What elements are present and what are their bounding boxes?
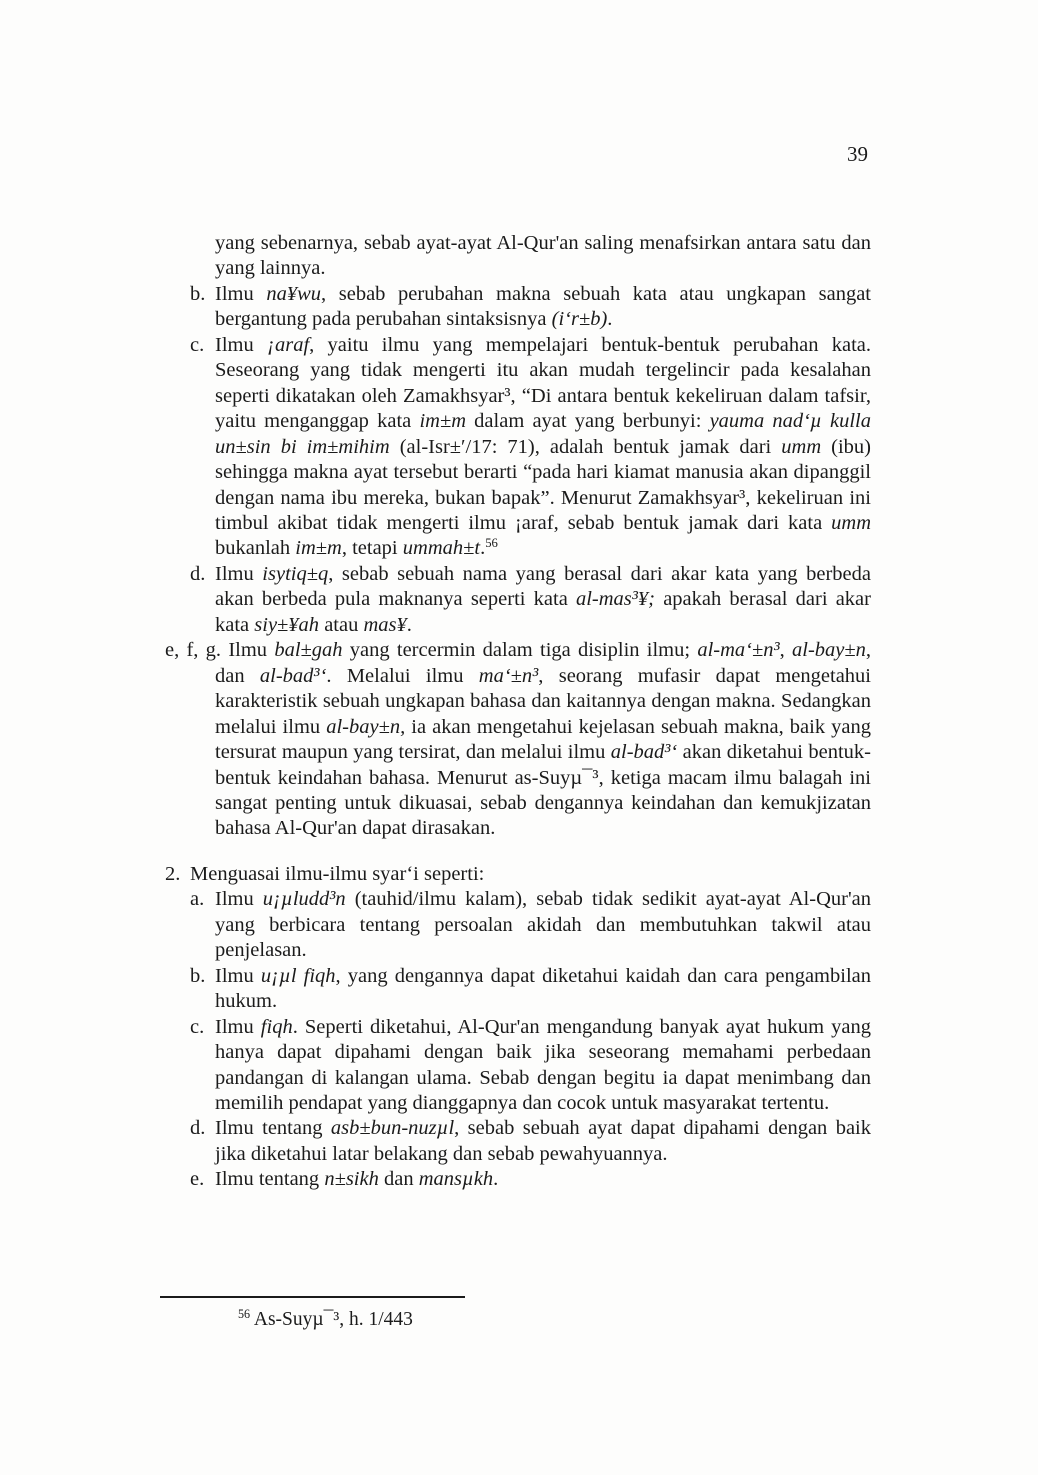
text-segment: u¡µludd³n: [262, 888, 346, 911]
text-segment: fiqh: [260, 1015, 293, 1038]
text-segment: atau: [319, 613, 364, 636]
text-segment: Ilmu: [215, 888, 263, 911]
text-segment: ummah±t: [402, 537, 481, 560]
text-segment: al-bad³‘: [259, 664, 327, 687]
list-marker: d.: [190, 1117, 206, 1140]
text-segment: al-bay±n: [792, 639, 866, 662]
text-segment: al-ma‘±n³: [697, 639, 780, 662]
text-segment: umm: [781, 435, 822, 458]
text-segment: Ilmu: [228, 639, 275, 662]
text-segment: yang sebenarnya, sebab ayat-ayat Al-Qur'an saling menafsirkan antara satu dan yang lainnya.: [215, 232, 871, 280]
text-segment: siy±¥ah: [254, 613, 320, 636]
text-segment: Ilmu: [215, 964, 261, 987]
list-marker: e.: [190, 1168, 205, 1191]
text-segment: apakah berasal dari akar kata: [215, 588, 871, 636]
text-segment: Ilmu: [215, 333, 267, 356]
body-paragraph: [165, 231, 871, 282]
text-segment: ,: [779, 639, 793, 662]
footnote-citation: As-Suyµ¯³, h. 1/443: [250, 1309, 413, 1330]
text-segment: bukanlah: [215, 537, 296, 560]
body-paragraph: [165, 1015, 871, 1117]
text-segment: asb±bun-nuzµl: [330, 1117, 455, 1140]
body-paragraph: [165, 1116, 871, 1167]
text-segment: im±m: [295, 537, 342, 560]
text-segment: yauma nad‘µ kulla un±sin bi im±mihim: [215, 410, 871, 458]
text-segment: .: [493, 1168, 499, 1191]
text-segment: , sebab sebuah nama yang berasal dari akar kata yang berbeda akan berbeda pula maknanya seperti kata: [215, 562, 871, 611]
text-segment: al-bad³‘: [610, 741, 678, 764]
list-marker: c.: [190, 1015, 205, 1038]
text-segment: na¥wu: [266, 282, 322, 305]
text-segment: Ilmu: [215, 282, 267, 305]
section-heading: [165, 862, 871, 887]
text-segment: (al-Isr±′/17: 71), adalah bentuk jamak dari: [389, 435, 782, 458]
text-segment: bal±gah: [274, 639, 343, 662]
text-segment: im±m: [419, 410, 466, 433]
list-marker: c.: [190, 333, 205, 356]
text-segment: mansµkh: [418, 1168, 494, 1191]
text-segment: .: [607, 308, 613, 331]
text-segment: .: [406, 613, 412, 636]
text-segment: n±sikh: [324, 1168, 379, 1191]
text-segment: dalam ayat yang berbunyi:: [466, 410, 710, 433]
text-segment: u¡µl fiqh: [260, 964, 336, 987]
text-segment: , yang dengannya dapat diketahui kaidah dan cara pengambilan hukum.: [215, 964, 871, 1013]
list-marker: b.: [190, 282, 206, 305]
footnote-reference: 56: [485, 536, 498, 551]
footnote-number: 56: [238, 1307, 251, 1322]
text-segment: dan: [378, 1168, 419, 1191]
text-segment: Ilmu: [215, 1015, 261, 1038]
text-segment: Ilmu: [215, 562, 263, 585]
text-segment: al-mas³¥;: [575, 588, 656, 611]
body-paragraph: [165, 282, 871, 333]
page-number: 39: [847, 142, 868, 166]
footnote-area: [160, 1296, 866, 1332]
body-paragraph: [165, 964, 871, 1015]
text-segment: mas¥: [363, 613, 407, 636]
text-segment: . Seperti diketahui, Al-Qur'an mengandung banyak ayat hukum yang hanya dapat dipahami dengan baik jika seseorang memahami perbedaan pandangan di kalangan ulama. Sebab dengan begitu ia dapat menimbang dan memilih pendapat yang dianggapnya dan cocok untuk masyarakat tertentu.: [215, 1015, 872, 1114]
body-paragraph: [165, 638, 871, 842]
text-segment: (tauhid/ilmu kalam), sebab tidak sedikit ayat-ayat Al-Qur'an yang berbicara tentang persoalan akidah dan membutuhkan takwil atau penjelasan.: [215, 888, 872, 962]
list-marker: a.: [190, 888, 205, 911]
text-segment: al-bay±n,: [326, 715, 406, 738]
text-segment: Ilmu tentang: [215, 1168, 325, 1191]
text-segment: , tetapi: [341, 537, 403, 560]
list-marker: d.: [190, 562, 206, 585]
text-segment: , sebab perubahan makna sebuah kata atau ungkapan sangat bergantung pada perubahan sintaksisnya: [215, 282, 871, 331]
text-segment: (ibu) sehingga makna ayat tersebut berarti “pada hari kiamat manusia akan dipanggil dengan nama ibu mereka, bukan bapak”. Menurut Zamakhsyar³, kekeliruan ini timbul akibat tidak mengerti ilmu ¡araf, sebab bentuk jamak dari kata: [215, 435, 871, 534]
body-paragraph: [165, 333, 871, 562]
text-segment: Ilmu tentang: [215, 1117, 331, 1140]
text-segment: .: [480, 537, 486, 560]
list-marker: b.: [190, 964, 206, 987]
text-segment: ia akan mengetahui kejelasan sebuah makna, baik yang tersurat maupun yang tersirat, dan melalui ilmu: [215, 715, 871, 764]
document-body: [165, 231, 871, 1193]
list-marker: e, f, g.: [165, 639, 222, 662]
text-segment: isytiq±q: [262, 562, 329, 585]
text-segment: ¡araf: [266, 333, 310, 356]
text-segment: akan diketahui bentuk-bentuk keindahan bahasa. Menurut as-Suyµ¯³, ketiga macam ilmu balagah ini sangat penting untuk dikuasai, sebab dengannya keindahan dan kemukjizatan bahasa Al-Qur'an dapat dirasakan.: [215, 741, 871, 840]
text-segment: , seorang mufasir dapat mengetahui karakteristik sebuah ungkapan bahasa dan kaitannya dengan makna. Sedangkan melalui ilmu: [215, 664, 871, 738]
text-segment: umm: [831, 511, 871, 534]
text-segment: , dan: [215, 639, 872, 687]
body-paragraph: [165, 562, 871, 638]
list-marker: 2.: [165, 862, 181, 885]
footnote-text: [160, 1308, 866, 1332]
text-segment: ma‘±n³: [478, 664, 539, 687]
text-segment: (i‘r±b): [551, 308, 608, 331]
body-paragraph: [165, 1167, 871, 1192]
text-segment: Menguasai ilmu-ilmu syar‘i seperti:: [190, 862, 485, 885]
text-segment: , sebab sebuah ayat dapat dipahami dengan baik jika diketahui latar belakang dan sebab pewahyuannya.: [215, 1117, 871, 1165]
text-segment: , yaitu ilmu yang mempelajari bentuk-bentuk perubahan kata. Seseorang yang tidak mengerti itu akan mudah tergelincir pada kesalahan seperti dikatakan oleh Zamakhsyar³, “Di antara bentuk kekeliruan dalam tafsir, yaitu menganggap kata: [215, 333, 872, 433]
body-paragraph: [165, 887, 871, 963]
text-segment: yang tercermin dalam tiga disiplin ilmu;: [342, 639, 698, 662]
text-segment: . Melalui ilmu: [326, 664, 479, 687]
footnote-separator: [160, 1296, 465, 1298]
